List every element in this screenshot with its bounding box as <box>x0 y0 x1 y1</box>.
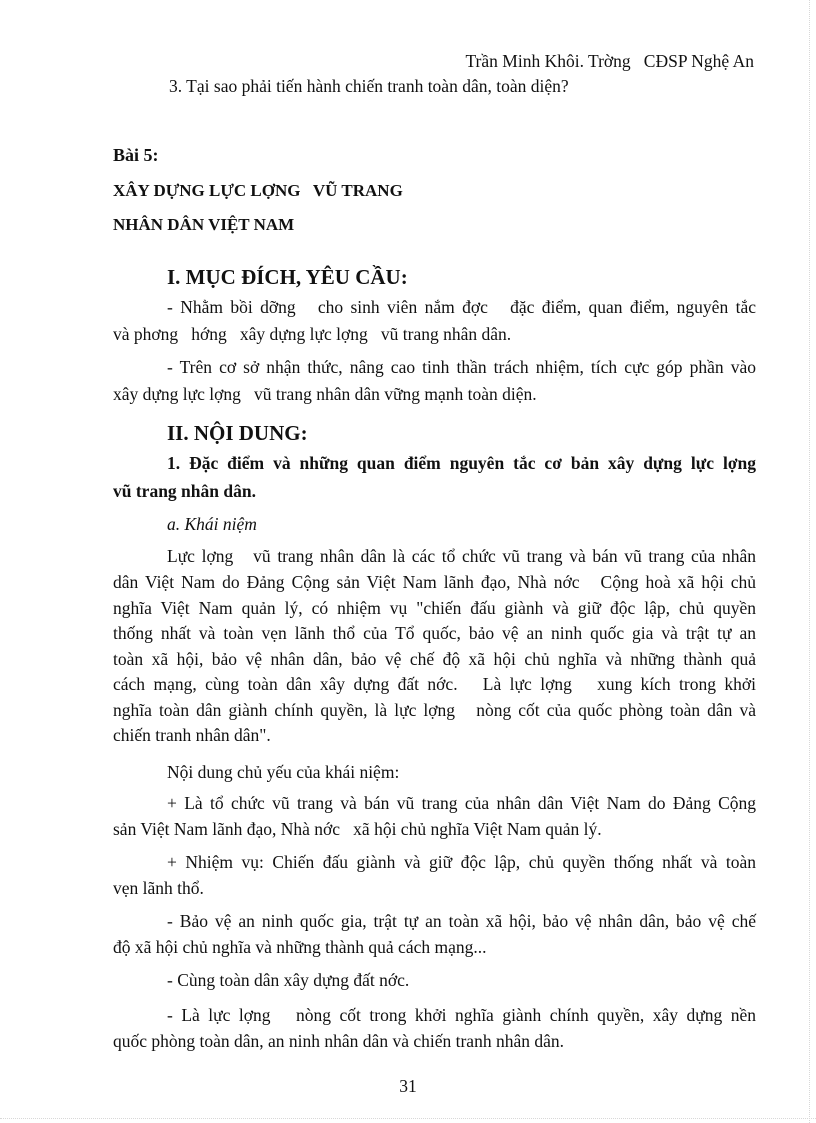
page-edge-bottom <box>0 1118 816 1119</box>
content-item-4: - Cùng toàn dân xây dựng đất nớc. <box>167 970 410 990</box>
section-heading-content: II. NỘI DUNG: <box>167 421 308 445</box>
section-heading-purpose: I. MỤC ĐÍCH, YÊU CẦU: <box>167 265 408 289</box>
subsection-a-heading: a. Khái niệm <box>167 514 257 534</box>
content-item-2-line1: + Nhiệm vụ: Chiến đấu giành và giữ độc lập, chủ quyền thống nhất và toàn <box>167 852 756 872</box>
definition-line-1: Lực lợng vũ trang nhân dân là các tổ chức vũ trang và bán vũ trang của nhân <box>167 546 756 566</box>
content-item-3-line2: độ xã hội chủ nghĩa và những thành quả cách mạng... <box>113 937 487 957</box>
content-intro: Nội dung chủ yếu của khái niệm: <box>167 762 400 782</box>
content-item-5-line1: - Là lực lợng nòng cốt trong khởi nghĩa giành chính quyền, xây dựng nền <box>167 1005 756 1025</box>
lesson-number: Bài 5: <box>113 145 159 165</box>
purpose-paragraph-1-line1: - Nhằm bồi dỡng cho sinh viên nắm đợc đặc điểm, quan điểm, nguyên tắc <box>167 297 756 317</box>
content-item-5-line2: quốc phòng toàn dân, an ninh nhân dân và chiến tranh nhân dân. <box>113 1031 564 1051</box>
page-number: 31 <box>399 1076 417 1096</box>
definition-line-4: thống nhất và toàn vẹn lãnh thổ của Tổ quốc, bảo vệ an ninh quốc gia và trật tự an <box>113 623 756 643</box>
lesson-title-line2: NHÂN DÂN VIỆT NAM <box>113 215 295 234</box>
definition-line-2: dân Việt Nam do Đảng Cộng sản Việt Nam lãnh đạo, Nhà nớc Cộng hoà xã hội chủ <box>113 572 756 592</box>
subsection-1-heading-line1: 1. Đặc điểm và những quan điểm nguyên tắc cơ bản xây dựng lực lợng <box>167 453 756 473</box>
subsection-1-heading-line2: vũ trang nhân dân. <box>113 481 256 501</box>
content-item-3-line1: - Bảo vệ an ninh quốc gia, trật tự an toàn xã hội, bảo vệ nhân dân, bảo vệ chế <box>167 911 756 931</box>
definition-line-8: chiến tranh nhân dân". <box>113 725 271 745</box>
page-header: Trần Minh Khôi. Trờng CĐSP Nghệ An <box>465 51 754 71</box>
purpose-paragraph-1-line2: và phơng hớng xây dựng lực lợng vũ trang nhân dân. <box>113 324 512 344</box>
purpose-paragraph-2-line1: - Trên cơ sở nhận thức, nâng cao tinh thần trách nhiệm, tích cực góp phần vào <box>167 357 756 377</box>
review-question-3: 3. Tại sao phải tiến hành chiến tranh toàn dân, toàn diện? <box>169 76 569 96</box>
definition-line-7: nghĩa toàn dân giành chính quyền, là lực lợng nòng cốt của quốc phòng toàn dân và <box>113 700 756 720</box>
content-item-2-line2: vẹn lãnh thổ. <box>113 878 204 898</box>
content-item-1-line2: sản Việt Nam lãnh đạo, Nhà nớc xã hội chủ nghĩa Việt Nam quản lý. <box>113 819 602 839</box>
purpose-paragraph-2-line2: xây dựng lực lợng vũ trang nhân dân vững mạnh toàn diện. <box>113 384 537 404</box>
definition-line-5: toàn xã hội, bảo vệ nhân dân, bảo vệ chế độ xã hội chủ nghĩa và những thành quả <box>113 649 756 669</box>
content-item-1-line1: + Là tổ chức vũ trang và bán vũ trang của nhân dân Việt Nam do Đảng Cộng <box>167 793 756 813</box>
definition-line-6: cách mạng, cùng toàn dân xây dựng đất nớc. Là lực lợng xung kích trong khởi <box>113 674 756 694</box>
definition-line-3: nghĩa Việt Nam quản lý, có nhiệm vụ "chiến đấu giành và giữ độc lập, chủ quyền <box>113 598 756 618</box>
lesson-title-line1: XÂY DỰNG LỰC LỢNG VŨ TRANG <box>113 181 403 200</box>
page-edge-right <box>809 0 810 1123</box>
